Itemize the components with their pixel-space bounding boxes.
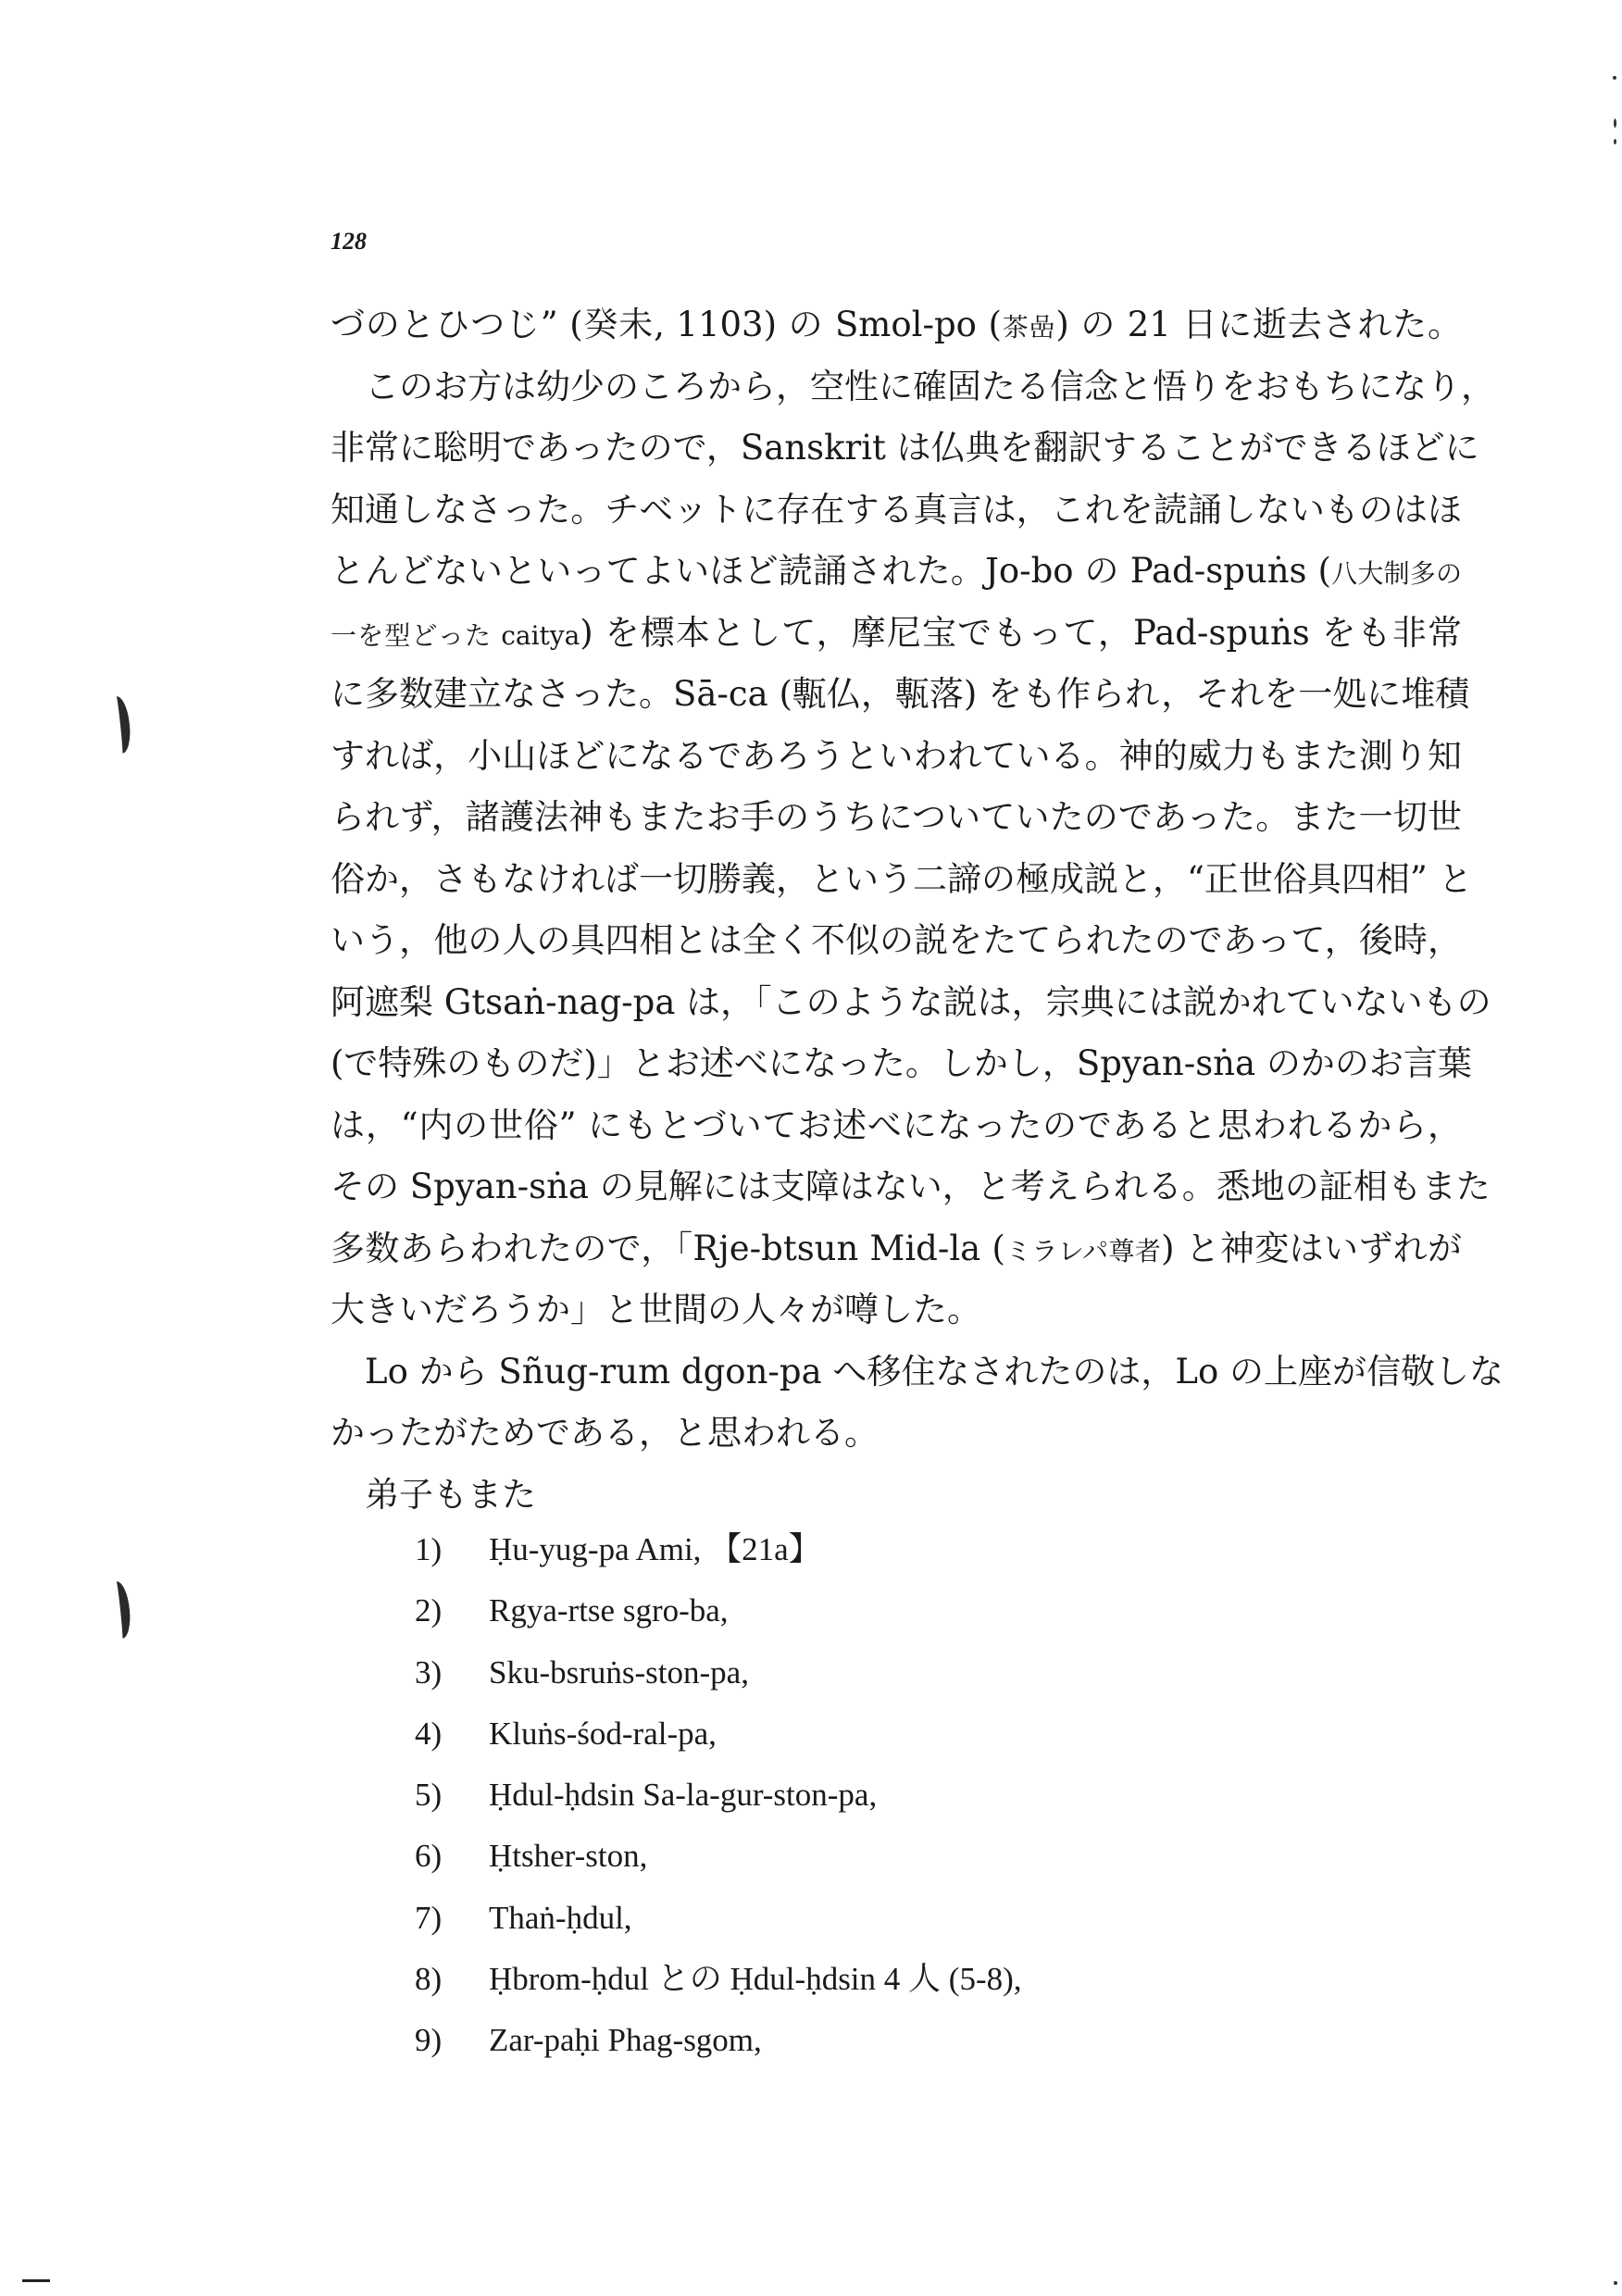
- text-line-main: このお方は幼少のころから，空性に確固たる信念と悟りをおもちになり，: [365, 366, 1495, 406]
- list-item-number: 3): [415, 1653, 443, 1691]
- list-item-name: Ḥu-yug-pa Ami, 【21a】: [489, 1531, 821, 1567]
- binding-hole-lower: [106, 1580, 132, 1640]
- list-item: [415, 1519, 1022, 1580]
- text-line: [331, 726, 1462, 788]
- text-line-main: かったがためである，と思われる。: [331, 1413, 879, 1453]
- text-line-main: 多数あらわれたので，「Rje-btsun Mid-la (: [331, 1228, 1005, 1268]
- body-text: [331, 294, 1504, 1526]
- text-line: [331, 294, 1462, 356]
- list-item-number: 2): [415, 1592, 443, 1629]
- list-item: [415, 1949, 1022, 2010]
- list-item-number: 6): [415, 1838, 443, 1875]
- list-item-name: Sku-bsruṅs-ston-pa,: [489, 1653, 749, 1691]
- text-line-tail: ) を標本として，摩尼宝でもって，Pad-spuṅs をも非常: [580, 612, 1463, 653]
- list-item-name: Kluṅs-śod-ral-pa,: [489, 1715, 717, 1752]
- list-item: [415, 2010, 1022, 2071]
- page-number: 128: [331, 228, 367, 255]
- text-line-main: 大きいだろうか」と世間の人々が噂した。: [331, 1290, 981, 1329]
- text-line-main: その Spyan-sṅa の見解には支障はない，と考えられる。悉地の証相もまた: [331, 1167, 1491, 1206]
- text-line: [331, 603, 1462, 665]
- text-line-main: に多数建立なさった。Sā-ca (甎仏，甎落) をも作られ，それを一処に堆積: [331, 674, 1470, 714]
- text-line: [331, 664, 1470, 726]
- text-line-main: 知通しなさった。チベットに存在する真言は，これを読誦しないものはほ: [331, 489, 1462, 530]
- list-item-name: Zar-paḥi Phag-sgom,: [489, 2022, 762, 2059]
- text-line: [331, 972, 1491, 1034]
- text-line: [331, 1095, 1462, 1157]
- text-line-annotation: 一を型どった caitya: [331, 619, 580, 651]
- list-item-number: 5): [415, 1777, 443, 1814]
- disciple-list: [415, 1519, 1022, 2072]
- text-line-annotation: 八大制多の: [1330, 558, 1462, 589]
- speck: [1613, 76, 1616, 80]
- text-line: [331, 356, 1495, 418]
- list-item-number: 1): [415, 1531, 443, 1567]
- text-line: [331, 418, 1479, 480]
- list-item-number: 9): [415, 2022, 443, 2059]
- text-line-main: 弟子もまた: [365, 1474, 536, 1515]
- text-line-main: 非常に聡明であったので，Sanskrit は仏典を翻訳することができるほどに: [331, 428, 1479, 468]
- list-item: [415, 1888, 1022, 1949]
- list-item-number: 8): [415, 1961, 443, 1998]
- list-item-name: Thaṅ-ḥdul,: [489, 1899, 632, 1936]
- list-item-name: Ḥbrom-ḥdul との Ḥdul-ḥdsin 4 人 (5-8),: [489, 1961, 1022, 1998]
- list-item-number: 7): [415, 1899, 443, 1936]
- list-item: [415, 1580, 1022, 1641]
- list-item-name: Ḥdul-ḥdsin Sa-la-gur-ston-pa,: [489, 1777, 878, 1814]
- list-item: [415, 1642, 1022, 1703]
- text-line: [331, 1403, 1462, 1465]
- text-line-main: づのとひつじ” (癸未, 1103) の Smol-po (: [331, 305, 1002, 344]
- list-item-number: 4): [415, 1715, 443, 1752]
- text-line: [331, 1279, 1462, 1341]
- text-line-tail: ) の 21 日に逝去された。: [1055, 305, 1462, 344]
- text-line-main: Lo から Sñug-rum dgon-pa へ移住なされたのは，Lo の上座が信敬しな: [365, 1351, 1504, 1391]
- text-line-main: は，“内の世俗” にもとづいてお述べになったのであると思われるから，: [331, 1104, 1462, 1145]
- speck: [1614, 139, 1616, 144]
- text-line: [331, 787, 1462, 849]
- text-line-main: すれば，小山ほどになるであろうといわれている。神的威力もまた測り知: [331, 735, 1462, 776]
- text-line-main: とんどないといってよいほど読誦された。Jo-bo の Pad-spuṅs (: [331, 551, 1331, 591]
- list-item: [415, 1765, 1022, 1826]
- text-line-tail: ) と神変はいずれが: [1161, 1228, 1462, 1268]
- text-line: [331, 541, 1462, 603]
- text-line: [331, 910, 1462, 972]
- text-line: [331, 1465, 1462, 1527]
- list-item-name: Ḥtsher-ston,: [489, 1838, 648, 1875]
- list-item: [415, 1826, 1022, 1887]
- text-line-main: 俗か，さもなければ一切勝義，という二諦の極成説と，“正世俗具四相” と: [331, 858, 1473, 899]
- text-line-main: いう，他の人の具四相とは全く不似の説をたてられたのであって，後時，: [331, 920, 1462, 960]
- binding-hole-upper: [106, 695, 132, 755]
- text-line-main: (で特殊のものだ)」とお述べになった。しかし，Spyan-sṅa のかのお言葉: [331, 1043, 1472, 1083]
- text-line-main: られず，諸護法神もまたお手のうちについていたのであった。また一切世: [331, 797, 1462, 837]
- scan-mark: [22, 2279, 50, 2282]
- text-line-main: 阿遮梨 Gtsaṅ-nag-pa は，「このような説は，宗典には説かれていないもの: [331, 981, 1491, 1022]
- text-line: [331, 1156, 1491, 1218]
- text-line-annotation: 茶嵒: [1001, 312, 1056, 343]
- list-item-name: Rgya-rtse sgro-ba,: [489, 1592, 729, 1629]
- text-line: [331, 480, 1462, 542]
- text-line: [331, 1218, 1462, 1280]
- list-item: [415, 1703, 1022, 1765]
- text-line-annotation: ミラレパ尊者: [1004, 1235, 1162, 1267]
- text-line: [331, 1341, 1504, 1404]
- speck: [1614, 119, 1616, 128]
- text-line: [331, 1033, 1472, 1095]
- text-line: [331, 849, 1473, 911]
- speck: [1614, 2281, 1617, 2285]
